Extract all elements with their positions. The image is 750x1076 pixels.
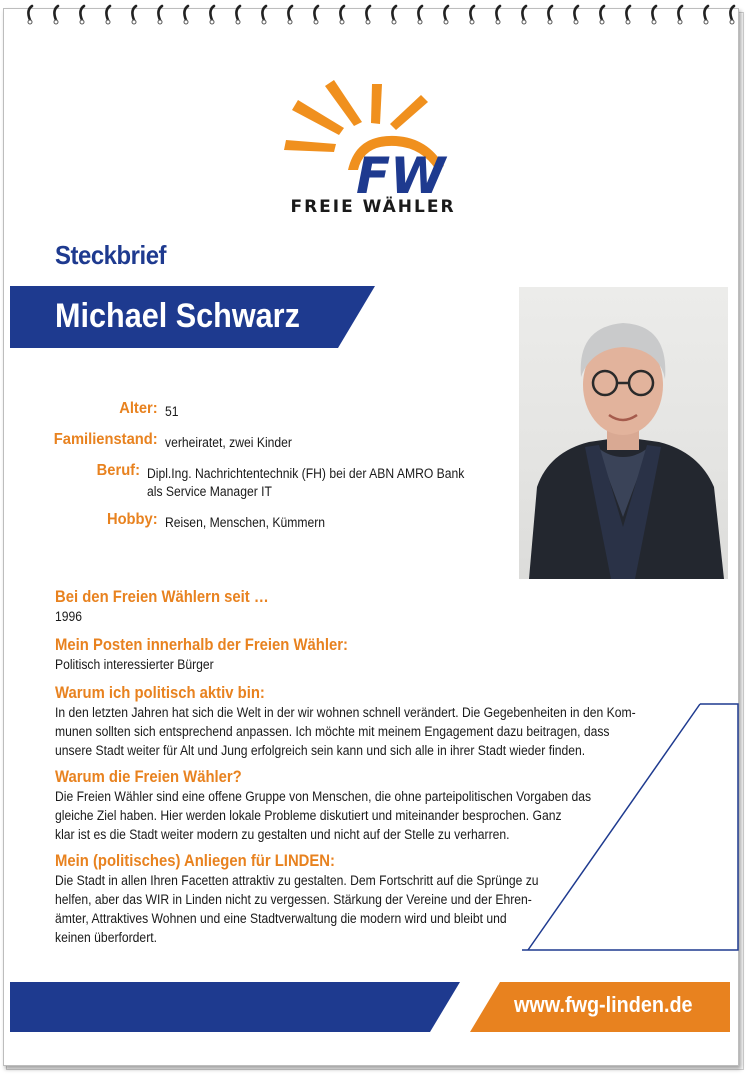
fact-label: Hobby: [106, 511, 158, 528]
footer-blue-band [10, 982, 460, 1032]
fact-label: Beruf: [96, 462, 140, 479]
fact-label: Familienstand: [53, 431, 158, 448]
qa-position [55, 636, 665, 674]
fact-occupation [20, 462, 500, 501]
fact-value: Reisen, Menschen, Kümmern [165, 515, 326, 530]
qa-why-freie-waehler [55, 768, 665, 844]
qa-body: In den letzten Jahren hat sich die Welt in der wir wohnen schnell verändert. Die Gegebenheiten in den Kom- munen sollten sich entsprechend anpassen. Ich möchte mit meinem Engagement dazu beitragen, dass unsere Stadt weiter für Alt und Jung erfolgreich sein kann und sich alle in ihrer Stadt wieder finden. [55, 705, 636, 758]
fact-hobby [20, 511, 500, 532]
fact-value: 51 [165, 404, 179, 419]
qa-concern-linden [55, 852, 665, 947]
qa-body: Die Stadt in allen Ihren Facetten attraktiv zu gestalten. Dem Fortschritt auf die Sprünge zu helfen, aber das WIR in Linden nicht zu vergessen. Stärkung der Vereine und der Ehren- ämter, Attraktives Wohnen und eine Stadtverwaltung die modern wird und bleibt und keinen überfordert. [55, 873, 539, 945]
qa-body: 1996 [55, 609, 83, 624]
section-title: Steckbrief [55, 240, 167, 270]
portrait-photo [519, 287, 728, 579]
logo-abbr: FW [356, 147, 446, 205]
spiral-binding [0, 0, 750, 30]
qa-why-active [55, 684, 665, 760]
facts-list [20, 400, 500, 542]
fact-marital-status [20, 431, 500, 452]
fact-value: verheiratet, zwei Kinder [165, 435, 292, 450]
qa-title: Bei den Freien Wählern seit … [55, 588, 269, 606]
qa-title: Warum ich politisch aktiv bin: [55, 684, 265, 702]
fact-value: Dipl.Ing. Nachrichtentechnik (FH) bei der ABN AMRO Bank als Service Manager IT [147, 466, 465, 499]
website-link[interactable]: www.fwg-linden.de [514, 992, 693, 1017]
qa-member-since [55, 588, 665, 626]
qa-body: Die Freien Wähler sind eine offene Gruppe von Menschen, die ohne parteipolitischen Vorgaben das gleiche Ziel haben. Hier werden lokale Probleme diskutiert und miteinander besprochen. Ganz klar ist es die Stadt weiter modern zu gestalten und nicht auf der Stelle zu verharren. [55, 789, 592, 842]
qa-title: Mein (politisches) Anliegen für LINDEN: [55, 852, 335, 870]
logo-name: FREIE WÄHLER [290, 197, 456, 217]
qa-title: Warum die Freien Wähler? [55, 768, 242, 786]
person-name: Michael Schwarz [55, 297, 300, 335]
portrait-illustration [519, 287, 728, 579]
fact-age [20, 400, 500, 421]
qa-title: Mein Posten innerhalb der Freien Wähler: [55, 636, 348, 654]
fact-label: Alter: [119, 400, 158, 417]
qa-body: Politisch interessierter Bürger [55, 657, 214, 672]
